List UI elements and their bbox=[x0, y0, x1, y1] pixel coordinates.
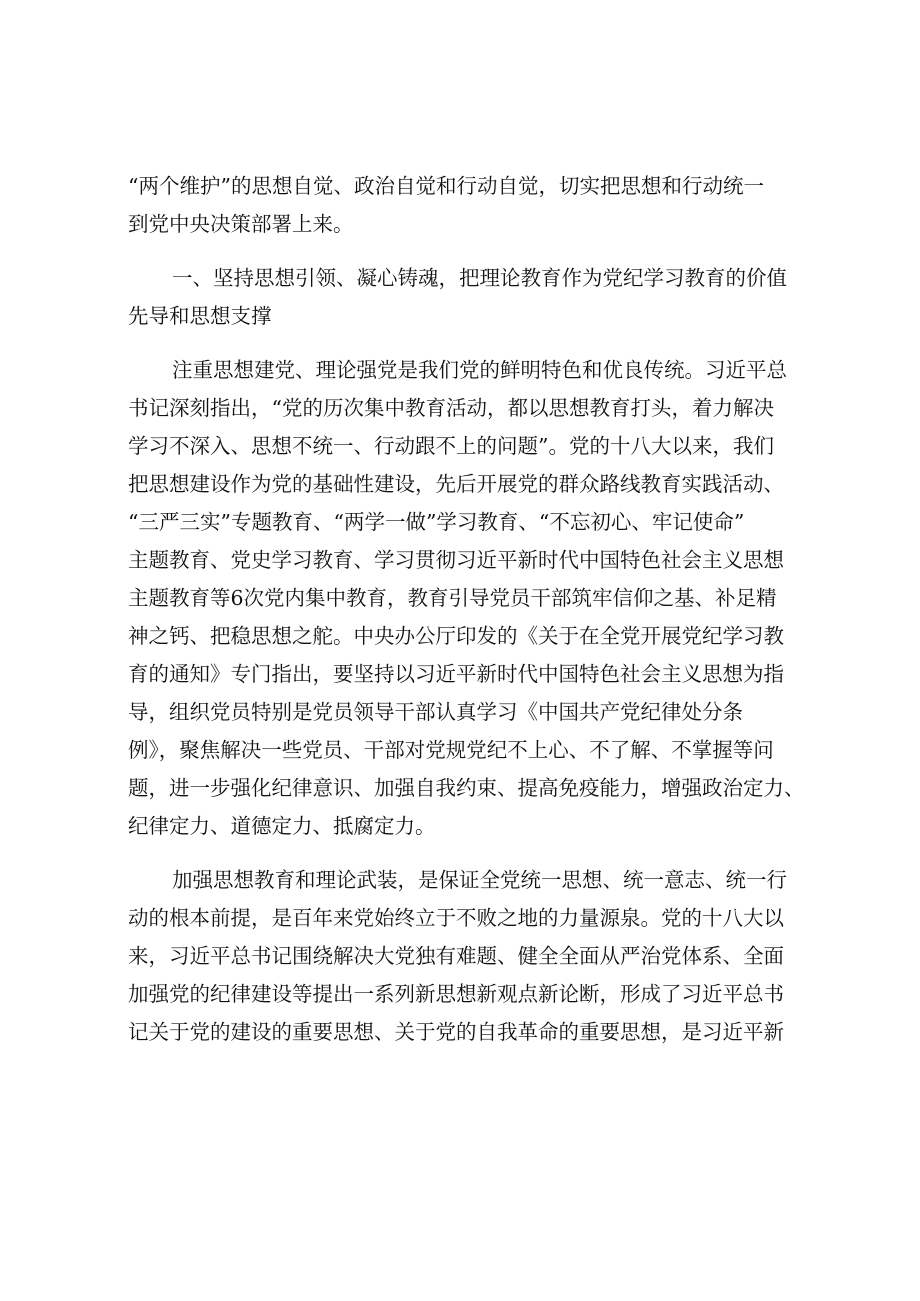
section-heading-line: 先导和思想支撑 bbox=[128, 304, 272, 328]
text-line: 记关于党的建设的重要思想、关于党的自我革命的重要思想，是习近平新 bbox=[128, 1020, 784, 1044]
text-line: 加强党的纪律建设等提出一系列新思想新观点新论断，形成了习近平总书 bbox=[128, 982, 784, 1006]
text-line: “两个维护”的思想自觉、政治自觉和行动自觉，切实把思想和行动统一 bbox=[128, 174, 764, 198]
text-line: 来，习近平总书记围绕解决大党独有难题、健全全面从严治党体系、全面 bbox=[128, 944, 784, 968]
text-line: 加强思想教育和理论武装，是保证全党统一思想、统一意志、统一行 bbox=[172, 868, 787, 892]
text-line: 主题教育、党史学习教育、学习贯彻习近平新时代中国特色社会主义思想 bbox=[128, 548, 784, 572]
section-heading-line: 一、坚持思想引领、凝心铸魂，把理论教育作为党纪学习教育的价值 bbox=[172, 266, 787, 290]
text-line: “三严三实”专题教育、“两学一做”学习教育、“不忘初心、牢记使命” bbox=[128, 510, 745, 534]
text-line: 育的通知》专门指出，要坚持以习近平新时代中国特色社会主义思想为指 bbox=[128, 662, 784, 686]
text-line: 导，组织党员特别是党员领导干部认真学习《中国共产党纪律处分条 bbox=[128, 700, 743, 724]
text-line: 题，进一步强化纪律意识、加强自我约束、提高免疫能力，增强政治定力、 bbox=[128, 776, 805, 800]
text-line: 动的根本前提，是百年来党始终立于不败之地的力量源泉。党的十八大以 bbox=[128, 906, 784, 930]
text-line: 纪律定力、道德定力、抵腐定力。 bbox=[128, 814, 436, 838]
text-line: 例》，聚焦解决一些党员、干部对党规党纪不上心、不了解、不掌握等问 bbox=[128, 738, 774, 762]
text-line: 学习不深入、思想不统一、行动跟不上的问题”。党的十八大以来，我们 bbox=[128, 434, 774, 458]
text-line: 注重思想建党、理论强党是我们党的鲜明特色和优良传统。习近平总 bbox=[172, 358, 787, 382]
text-line: 把思想建设作为党的基础性建设，先后开展党的群众路线教育实践活动、 bbox=[128, 472, 784, 496]
text-line: 主题教育等6次党内集中教育，教育引导党员干部筑牢信仰之基、补足精 bbox=[128, 586, 777, 610]
text-line: 到党中央决策部署上来。 bbox=[128, 212, 354, 236]
text-line: 书记深刻指出，“党的历次集中教育活动，都以思想教育打头，着力解决 bbox=[128, 396, 774, 420]
text-line: 神之钙、把稳思想之舵。中央办公厅印发的《关于在全党开展党纪学习教 bbox=[128, 624, 784, 648]
